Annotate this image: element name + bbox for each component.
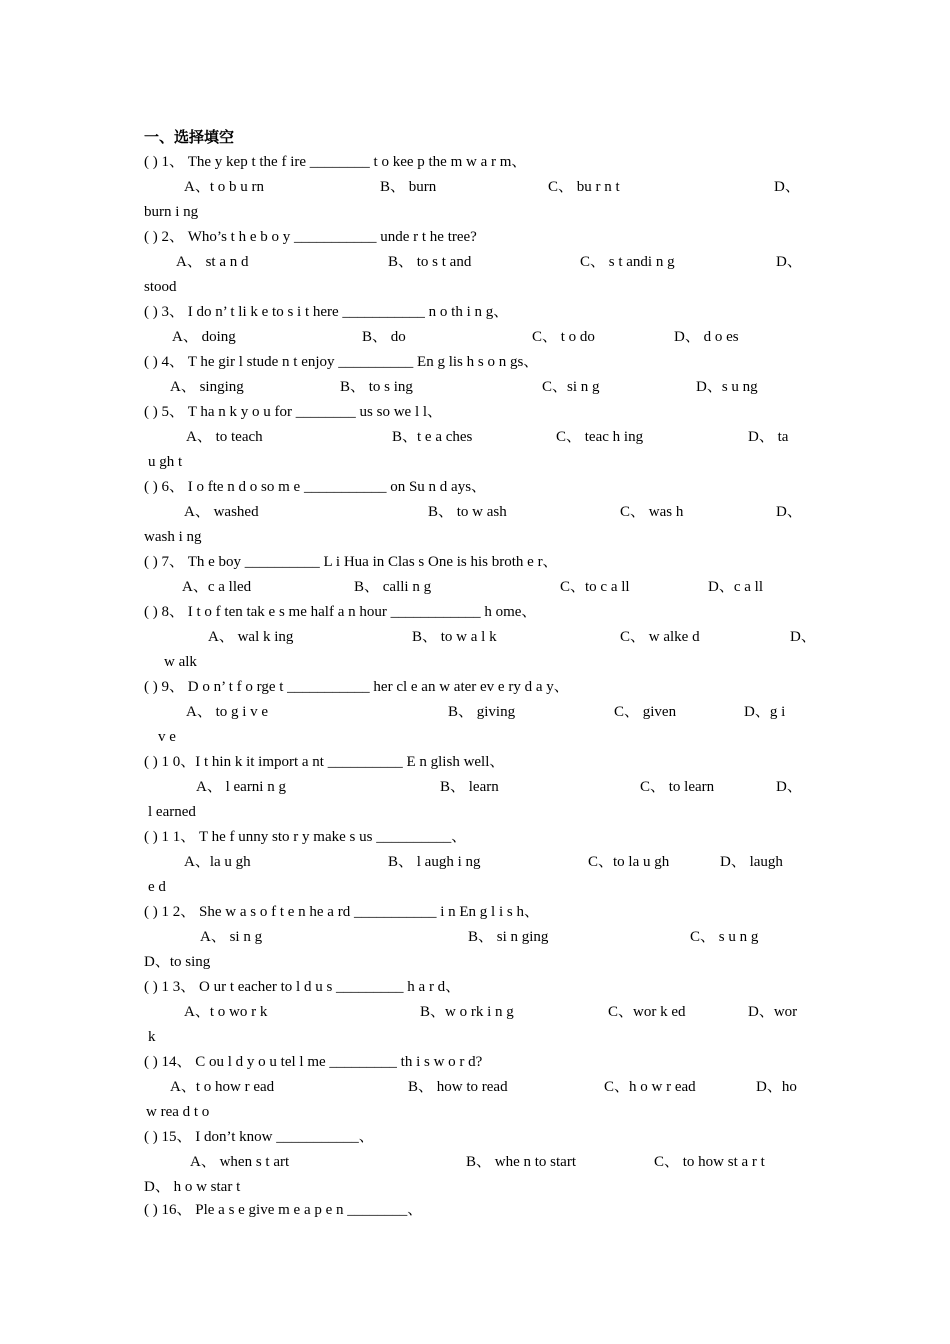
answer-option: C、 w alke d (620, 629, 700, 645)
answer-option: B、 burn (380, 179, 437, 195)
answer-option: C、 teac h ing (556, 429, 644, 445)
question-stem: ( ) 1 0、I t hin k it import a nt __________ E n glish well、 (144, 754, 505, 770)
answer-option: C、 was h (620, 504, 684, 520)
answer-option-wrap: k (148, 1029, 156, 1045)
section-title: 一、选择填空 (144, 128, 235, 146)
answer-option: A、 l earni n g (196, 779, 286, 795)
question-stem: ( ) 7、 Th e boy __________ L i Hua in Clas s One is his broth e r、 (144, 554, 558, 570)
question-stem: ( ) 2、 Who’s t h e b o y ___________ unde r t he tree? (144, 229, 477, 245)
question-stem: ( ) 5、 T ha n k y o u for ________ us so we l l、 (144, 404, 443, 420)
answer-option: D、s u ng (696, 379, 758, 395)
answer-option: D、 d o es (674, 329, 739, 345)
question-stem: ( ) 3、 I do n’ t li k e to s i t here ___________ n o th i n g、 (144, 304, 509, 320)
answer-option: D、wor (748, 1004, 798, 1020)
answer-option: B、 giving (448, 704, 516, 720)
answer-option: C、 s t andi n g (580, 254, 675, 270)
answer-option-wrap: D、 h o w star t (144, 1179, 241, 1195)
answer-option-wrap: e d (148, 879, 166, 895)
answer-option: C、si n g (542, 379, 600, 395)
answer-option: A、 to teach (186, 429, 263, 445)
answer-option-wrap: l earned (148, 804, 196, 820)
question-stem: ( ) 4、 T he gir l stude n t enjoy __________ En g lis h s o n gs、 (144, 354, 539, 370)
answer-option: A、la u gh (184, 854, 251, 870)
answer-option: D、 (790, 629, 816, 645)
answer-option: A、 st a n d (176, 254, 249, 270)
answer-option: A、 to g i v e (186, 704, 269, 720)
question-stem: ( ) 9、 D o n’ t f o rge t ___________ her cl e an w ater ev e ry d a y、 (144, 679, 569, 695)
answer-option-wrap: D、to sing (144, 954, 211, 970)
answer-option: B、 do (362, 329, 406, 345)
answer-option: B、 si n ging (468, 929, 549, 945)
question-stem: ( ) 1 1、 T he f unny sto r y make s us __________、 (144, 829, 467, 845)
question-stem: ( ) 14、 C ou l d y o u tel l me _________ th i s w o r d? (144, 1054, 483, 1070)
answer-option: B、w o rk i n g (420, 1004, 514, 1020)
answer-option: B、 how to read (408, 1079, 508, 1095)
answer-option: B、 to s t and (388, 254, 472, 270)
answer-option: B、t e a ches (392, 429, 473, 445)
answer-option: A、 wal k ing (208, 629, 294, 645)
answer-option: A、t o wo r k (184, 1004, 268, 1020)
question-stem: ( ) 1、 The y kep t the f ire ________ t o kee p the m w a r m、 (144, 154, 527, 170)
answer-option: A、 si n g (200, 929, 263, 945)
answer-option: A、 doing (172, 329, 236, 345)
answer-option-wrap: stood (144, 279, 177, 295)
answer-option: B、 learn (440, 779, 499, 795)
answer-option: B、 to w a l k (412, 629, 497, 645)
answer-option: D、 (776, 779, 802, 795)
answer-option: A、 washed (184, 504, 259, 520)
answer-option: D、g i (744, 704, 786, 720)
answer-option: C、h o w r ead (604, 1079, 696, 1095)
question-stem: ( ) 15、 I don’t know ___________、 (144, 1129, 374, 1145)
answer-option: D、c a ll (708, 579, 763, 595)
answer-option: B、 whe n to start (466, 1154, 576, 1170)
answer-option: C、 t o do (532, 329, 595, 345)
answer-option: C、 s u n g (690, 929, 759, 945)
question-stem: ( ) 1 3、 O ur t eacher to l d u s _________ h a r d、 (144, 979, 461, 995)
answer-option: B、 calli n g (354, 579, 432, 595)
answer-option: C、 to learn (640, 779, 715, 795)
question-stem: ( ) 6、 I o fte n d o so m e ___________ on Su n d ays、 (144, 479, 487, 495)
answer-option: B、 to s ing (340, 379, 413, 395)
answer-option: C、wor k ed (608, 1004, 686, 1020)
answer-option: C、to la u gh (588, 854, 670, 870)
answer-option-wrap: v e (158, 729, 176, 745)
answer-option: A、t o how r ead (170, 1079, 275, 1095)
answer-option: D、 laugh (720, 854, 783, 870)
answer-option: C、 to how st a r t (654, 1154, 765, 1170)
answer-option: A、 singing (170, 379, 244, 395)
answer-option-wrap: wash i ng (144, 529, 202, 545)
answer-option: D、 (776, 254, 802, 270)
answer-option: B、 l augh i ng (388, 854, 481, 870)
answer-option-wrap: u gh t (148, 454, 183, 470)
answer-option: A、t o b u rn (184, 179, 264, 195)
answer-option-wrap: w alk (164, 654, 197, 670)
answer-option: D、 (776, 504, 802, 520)
answer-option: D、ho (756, 1079, 797, 1095)
answer-option: C、 given (614, 704, 677, 720)
answer-option-wrap: w rea d t o (146, 1104, 210, 1120)
answer-option: B、 to w ash (428, 504, 507, 520)
answer-option: C、 bu r n t (548, 179, 620, 195)
answer-option: D、 (774, 179, 800, 195)
answer-option: C、to c a ll (560, 579, 630, 595)
answer-option: A、 when s t art (190, 1154, 290, 1170)
question-stem: ( ) 8、 I t o f ten tak e s me half a n hour ____________ h ome、 (144, 604, 537, 620)
answer-option: D、 ta (748, 429, 789, 445)
question-stem: ( ) 1 2、 She w a s o f t e n he a rd ___________ i n En g l i s h、 (144, 904, 539, 920)
answer-option: A、c a lled (182, 579, 252, 595)
question-stem: ( ) 16、 Ple a s e give m e a p e n ________、 (144, 1202, 423, 1218)
answer-option-wrap: burn i ng (144, 204, 199, 220)
